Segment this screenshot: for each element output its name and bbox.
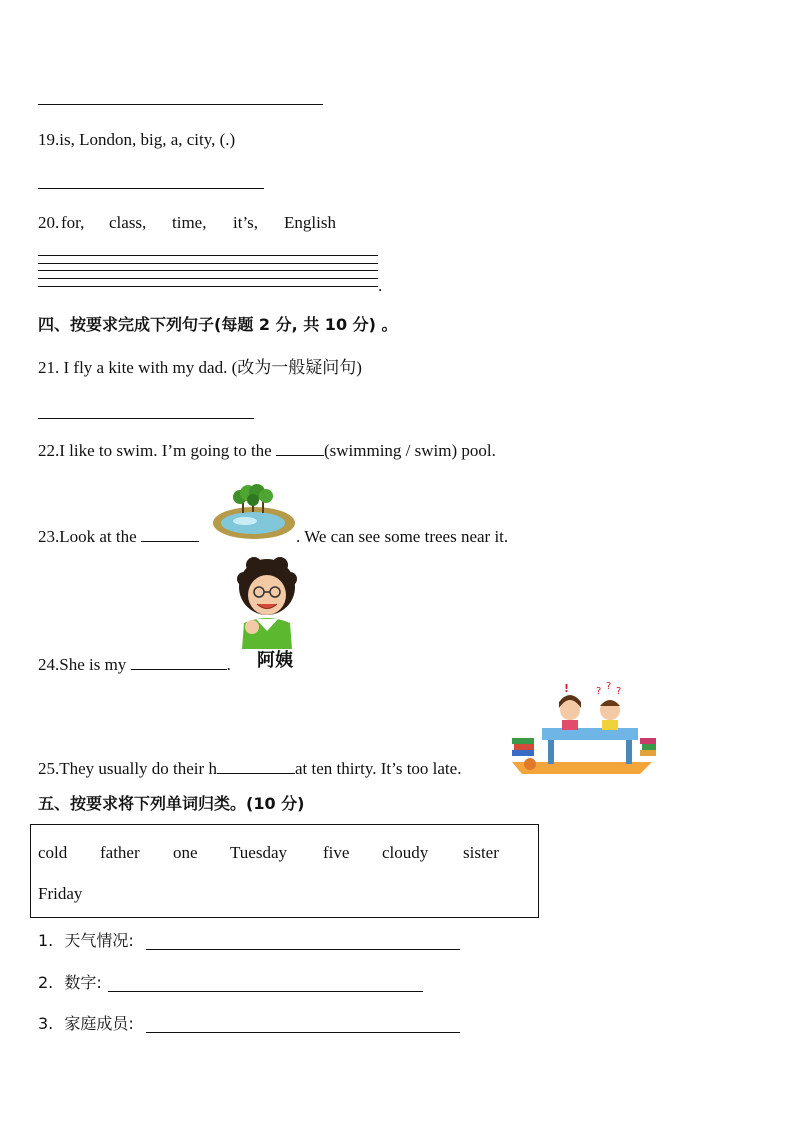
question-text-after: (swimming / swim) pool.	[323, 441, 496, 460]
category-number: 1.	[38, 931, 54, 950]
category-answer-line-2[interactable]	[108, 991, 423, 992]
answer-line-20a[interactable]	[38, 255, 378, 256]
question-24	[38, 655, 231, 675]
answer-line-20e[interactable]	[38, 286, 378, 287]
q20-word-5: English	[284, 213, 336, 232]
category-answer-line-3[interactable]	[146, 1032, 460, 1033]
question-number: 19.	[38, 130, 60, 149]
question-number: 21.	[38, 358, 60, 377]
question-21	[38, 358, 362, 378]
answer-blank-22[interactable]	[276, 441, 324, 456]
word-bank-item: cloudy	[382, 843, 429, 862]
category-label: 数字:	[64, 973, 102, 992]
word-bank-item: five	[323, 843, 350, 862]
question-23-after: . We can see some trees near it.	[296, 527, 509, 546]
question-23	[38, 527, 199, 547]
q20-word-2: class,	[109, 213, 147, 232]
q20-word-1: for,	[61, 213, 85, 232]
answer-line-20c[interactable]	[38, 270, 378, 271]
question-22	[38, 441, 496, 461]
category-row-1	[38, 931, 134, 951]
question-text-after: .	[226, 655, 231, 674]
section-4-title: 四、按要求完成下列句子(每题 2 分, 共 10 分) 。	[38, 315, 398, 334]
park-pond-illustration	[212, 483, 296, 541]
svg-text:!: !	[564, 682, 570, 695]
question-text-before: 25.They usually do their h	[38, 759, 217, 778]
question-text: I fly a kite with my dad. (改为一般疑问句)	[59, 358, 362, 377]
thumbs-up-hand	[245, 620, 259, 634]
question-25	[38, 759, 461, 779]
category-number: 3.	[38, 1014, 54, 1033]
word-bank-item: cold	[38, 843, 68, 862]
question-text-after: at ten thirty. It’s too late.	[294, 759, 462, 778]
category-label: 天气情况:	[64, 931, 134, 950]
book-stack	[512, 738, 534, 744]
word-bank-box	[30, 824, 539, 918]
question-19	[38, 130, 235, 150]
word-bank-item: Friday	[38, 884, 83, 903]
aunt-illustration	[234, 557, 300, 649]
question-20	[38, 213, 59, 233]
q20-end-mark: .	[378, 276, 383, 295]
answer-blank-25[interactable]	[217, 759, 295, 774]
category-label: 家庭成员:	[64, 1014, 134, 1033]
answer-line-19[interactable]	[38, 188, 264, 189]
answer-line-18[interactable]	[38, 104, 323, 105]
category-row-2	[38, 973, 102, 993]
answer-blank-23[interactable]	[141, 527, 199, 542]
q20-word-4: it’s,	[233, 213, 259, 232]
homework-illustration	[502, 680, 660, 776]
answer-line-21[interactable]	[38, 418, 254, 419]
question-text-before: 22.I like to swim. I’m going to the	[38, 441, 276, 460]
word-bank-item: Tuesday	[230, 843, 287, 862]
word-bank-item: one	[173, 843, 198, 862]
pond-highlight	[233, 517, 257, 525]
word-bank-item: sister	[463, 843, 499, 862]
question-number: 20.	[38, 213, 60, 232]
category-answer-line-1[interactable]	[146, 949, 460, 950]
svg-text:?: ?	[596, 686, 602, 697]
desk-shape	[542, 728, 638, 740]
section-5-title: 五、按要求将下列单词归类。(10 分)	[38, 794, 305, 813]
svg-text:?: ?	[606, 681, 612, 692]
category-number: 2.	[38, 973, 54, 992]
question-text-before: 24.She is my	[38, 655, 131, 674]
answer-line-20d[interactable]	[38, 278, 378, 279]
q20-word-3: time,	[172, 213, 207, 232]
question-text: is, London, big, a, city, (.)	[59, 130, 236, 149]
question-text-before: 23.Look at the	[38, 527, 141, 546]
word-bank-item: father	[100, 843, 140, 862]
picture-caption: 阿姨	[257, 650, 293, 671]
answer-line-20b[interactable]	[38, 263, 378, 264]
category-row-3	[38, 1014, 134, 1034]
svg-text:?: ?	[616, 686, 622, 697]
answer-blank-24[interactable]	[131, 655, 227, 670]
